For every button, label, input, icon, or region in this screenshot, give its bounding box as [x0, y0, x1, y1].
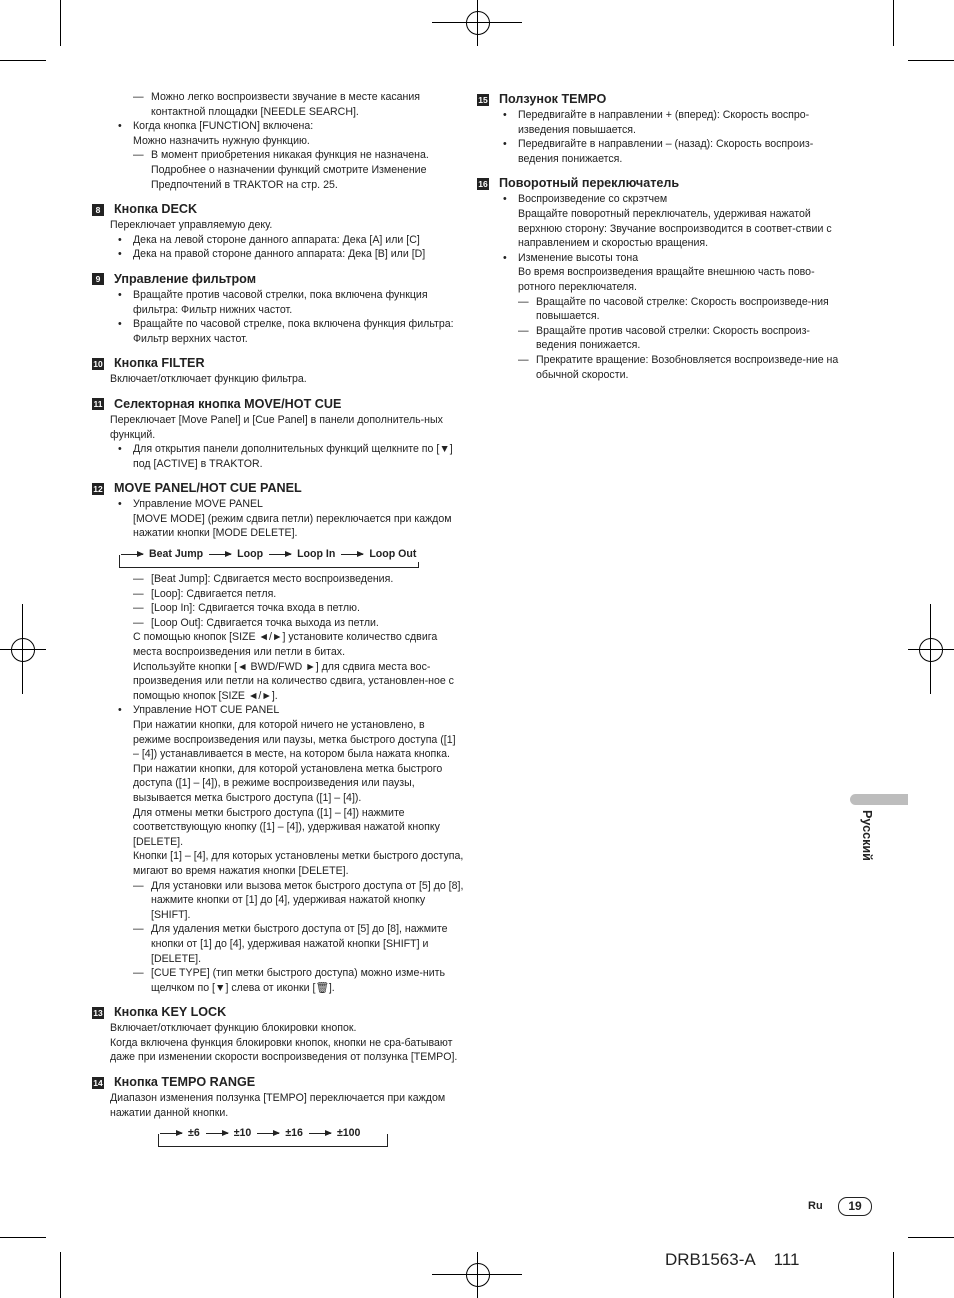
arrow-icon: [121, 554, 143, 555]
flow-item: Loop In: [293, 547, 339, 562]
section-tempo-range: [92, 1075, 464, 1148]
paragraph: Вращайте поворотный переключатель, удерживая нажатой верхнюю сторону: Звучание воспроизводится в соответ-ствии с направлением и скоростью вращения.: [518, 207, 832, 250]
bullet: • Управление HOT CUE PANEL: [133, 703, 464, 718]
registration-mark-top: [432, 0, 522, 50]
dash-item: — [Loop]: Сдвигается петля.: [151, 587, 464, 602]
section-title: MOVE PANEL/HOT CUE PANEL: [114, 481, 302, 496]
section-number: 11: [93, 399, 103, 410]
move-text: [MOVE MODE] (режим сдвига петли) переключается при каждом нажатии кнопки [MODE DELETE].: [133, 512, 452, 540]
bullet: • Для открытия панели дополнительных функций щелкните по [▼] под [ACTIVE] в TRAKTOR.: [133, 442, 464, 471]
bullet: • Изменение высоты тона: [518, 251, 842, 266]
paragraph: При нажатии кнопки, для которой установлена метка быстрого доступа ([1] – [4]), в режиме воспроизведения или паузы, вызывается метка быстрого доступа ([1] – [4]).: [133, 762, 443, 804]
page-number: 19: [838, 1197, 872, 1216]
flow-item: Beat Jump: [145, 547, 207, 562]
intro-dash: — В момент приобретения никакая функция не назначена. Подробнее о назначении функций смотрите Изменение Предпочтений в TRAKTOR на стр. 25.: [151, 148, 464, 192]
crop-mark: [908, 60, 954, 61]
dash-item: — [Beat Jump]: Сдвигается место воспроизведения.: [151, 572, 464, 587]
flow-item: ±16: [281, 1126, 307, 1141]
bullet: • Передвигайте в направлении + (вперед): Скорость воспро-изведения повышается.: [518, 108, 842, 137]
section-number: 14: [93, 1077, 103, 1088]
section-title: Управление фильтром: [114, 271, 257, 286]
bullet: • Управление MOVE PANEL: [133, 497, 464, 512]
dash-item: — Прекратите вращение: Возобновляется воспроизведе-ние на обычной скорости.: [536, 353, 842, 382]
footer-language: Ru: [808, 1200, 823, 1212]
arrow-icon: [206, 1133, 228, 1134]
crop-mark: [908, 1237, 954, 1238]
dash-item: — Для удаления метки быстрого доступа от [5] до [8], нажмите кнопки от [1] до [4], удерживая нажатой кнопки [SHIFT] и [DELETE].: [151, 922, 464, 966]
crop-mark: [60, 1252, 61, 1298]
registration-mark-right: [908, 604, 954, 694]
flow-item: ±10: [230, 1126, 256, 1141]
crop-mark: [0, 1237, 46, 1238]
paragraph: С помощью кнопок [SIZE ◄/►] установите количество сдвига места воспроизведения или петли в битах.: [133, 631, 438, 659]
right-column: [477, 92, 842, 382]
registration-mark-bottom: [432, 1252, 522, 1298]
crop-mark: [0, 60, 46, 61]
flow-item: ±100: [333, 1126, 365, 1141]
paragraph: При нажатии кнопки, для которой ничего не установлено, в режиме воспроизведения или паузы, метка быстрого доступа ([1] – [4]) устанавливается в месте, на котором была нажата кнопка.: [133, 719, 456, 761]
paragraph: Во время воспроизведения вращайте внешнюю часть пово-ротного переключателя.: [518, 266, 815, 293]
section-jog-dial: [477, 176, 842, 382]
intro-bullet: • Когда кнопка [FUNCTION] включена:: [133, 119, 464, 134]
section-title: Кнопка TEMPO RANGE: [114, 1075, 256, 1090]
language-label: Русский: [860, 810, 874, 861]
section-title: Кнопка DECK: [114, 202, 198, 217]
intro-indent: Можно назначить нужную функцию.: [133, 134, 310, 147]
arrow-icon: [209, 554, 231, 555]
paragraph: Включает/отключает функцию блокировки кнопок.: [110, 1022, 357, 1035]
dash-item: — Вращайте против часовой стрелки: Скорость воспроиз-ведения понижается.: [536, 324, 842, 353]
section-desc: Переключает [Move Panel] и [Cue Panel] в панели дополнитель-ных функций.: [110, 413, 443, 441]
paragraph: Используйте кнопки [◄ BWD/FWD ►] для сдвига места вос-произведения или петли на количество сдвига, установлен-ное с помощью кнопок [SIZE ◄/►].: [133, 660, 454, 702]
bullet: • Передвигайте в направлении – (назад): Скорость воспроиз-ведения понижается.: [518, 137, 842, 166]
section-filter-button: [92, 356, 464, 387]
section-tempo-slider: [477, 92, 842, 166]
document-code: DRB1563-A 111: [665, 1250, 800, 1269]
section-title: Поворотный переключатель: [499, 176, 680, 191]
section-move-hotcue: [92, 397, 464, 471]
language-tab: [850, 794, 908, 805]
arrow-icon: [269, 554, 291, 555]
arrow-icon: [257, 1133, 279, 1134]
bullet: • Вращайте по часовой стрелке, пока включена функция фильтра: Фильтр верхних частот.: [133, 317, 464, 346]
section-desc: Включает/отключает функцию фильтра.: [110, 373, 307, 386]
section-title: Кнопка FILTER: [114, 356, 205, 371]
bullet: • Дека на правой стороне данного аппарата: Дека [B] или [D]: [133, 247, 464, 262]
dash-item: — Для установки или вызова меток быстрого доступа от [5] до [8], нажмите кнопки от [1] до [4], удерживая нажатой кнопку [SHIFT].: [151, 879, 464, 923]
section-filter-control: [92, 272, 464, 346]
intro-dash: — Можно легко воспроизвести звучание в месте касания контактной площадки [NEEDLE SEARCH].: [151, 90, 464, 119]
dash-item: — Вращайте по часовой стрелке: Скорость воспроизведе-ния повышается.: [536, 295, 842, 324]
section-number: 15: [478, 94, 488, 105]
dash-item: — [CUE TYPE] (тип метки быстрого доступа) можно изме-нить щелчком по [▼] слева от иконки [🗑].: [151, 966, 464, 995]
arrow-icon: [309, 1133, 331, 1134]
paragraph: Для отмены метки быстрого доступа ([1] – [4]) нажмите соответствующую кнопку ([1] – [4]), удерживая нажатой кнопку [DELETE].: [133, 806, 440, 848]
left-column: [92, 90, 464, 1151]
crop-mark: [60, 0, 61, 46]
tempo-range-flow: [158, 1124, 464, 1148]
bullet: • Воспроизведение со скрэтчем: [518, 192, 842, 207]
section-number: 13: [93, 1007, 103, 1018]
bullet: • Вращайте против часовой стрелки, пока включена функция фильтра: Фильтр нижних частот.: [133, 288, 464, 317]
section-number: 10: [93, 358, 103, 369]
section-number: 9: [92, 273, 104, 285]
flow-item: Loop Out: [365, 547, 420, 562]
dash-item: — [Loop Out]: Сдвигается точка выхода из петли.: [151, 616, 464, 631]
dash-item: — [Loop In]: Сдвигается точка входа в петлю.: [151, 601, 464, 616]
crop-mark: [893, 0, 894, 46]
section-number: 16: [478, 178, 488, 189]
section-number: 8: [92, 204, 104, 216]
arrow-icon: [160, 1133, 182, 1134]
section-desc: Диапазон изменения ползунка [TEMPO] переключается при каждом нажатии данной кнопки.: [110, 1092, 446, 1119]
flow-item: Loop: [233, 547, 267, 562]
bullet: • Дека на левой стороне данного аппарата: Дека [A] или [C]: [133, 233, 464, 248]
section-title: Селекторная кнопка MOVE/HOT CUE: [114, 396, 342, 411]
section-desc: Переключает управляемую деку.: [110, 219, 273, 232]
section-deck: [92, 202, 464, 262]
crop-mark: [893, 1252, 894, 1298]
section-title: Ползунок TEMPO: [499, 92, 607, 106]
move-mode-flow: [119, 545, 464, 569]
section-move-panel: [92, 481, 464, 995]
paragraph: Когда включена функция блокировки кнопок, кнопки не сра-батывают даже при изменении скорости воспроизведения от ползунка [TEMPO].: [110, 1036, 458, 1064]
registration-mark-left: [0, 604, 46, 694]
section-number: 12: [93, 483, 103, 494]
paragraph: Кнопки [1] – [4], для которых установлены метки быстрого доступа, мигают во время нажатия кнопки [DELETE].: [133, 850, 464, 877]
section-title: Кнопка KEY LOCK: [114, 1005, 227, 1020]
flow-item: ±6: [184, 1126, 204, 1141]
section-key-lock: [92, 1005, 464, 1065]
arrow-icon: [341, 554, 363, 555]
